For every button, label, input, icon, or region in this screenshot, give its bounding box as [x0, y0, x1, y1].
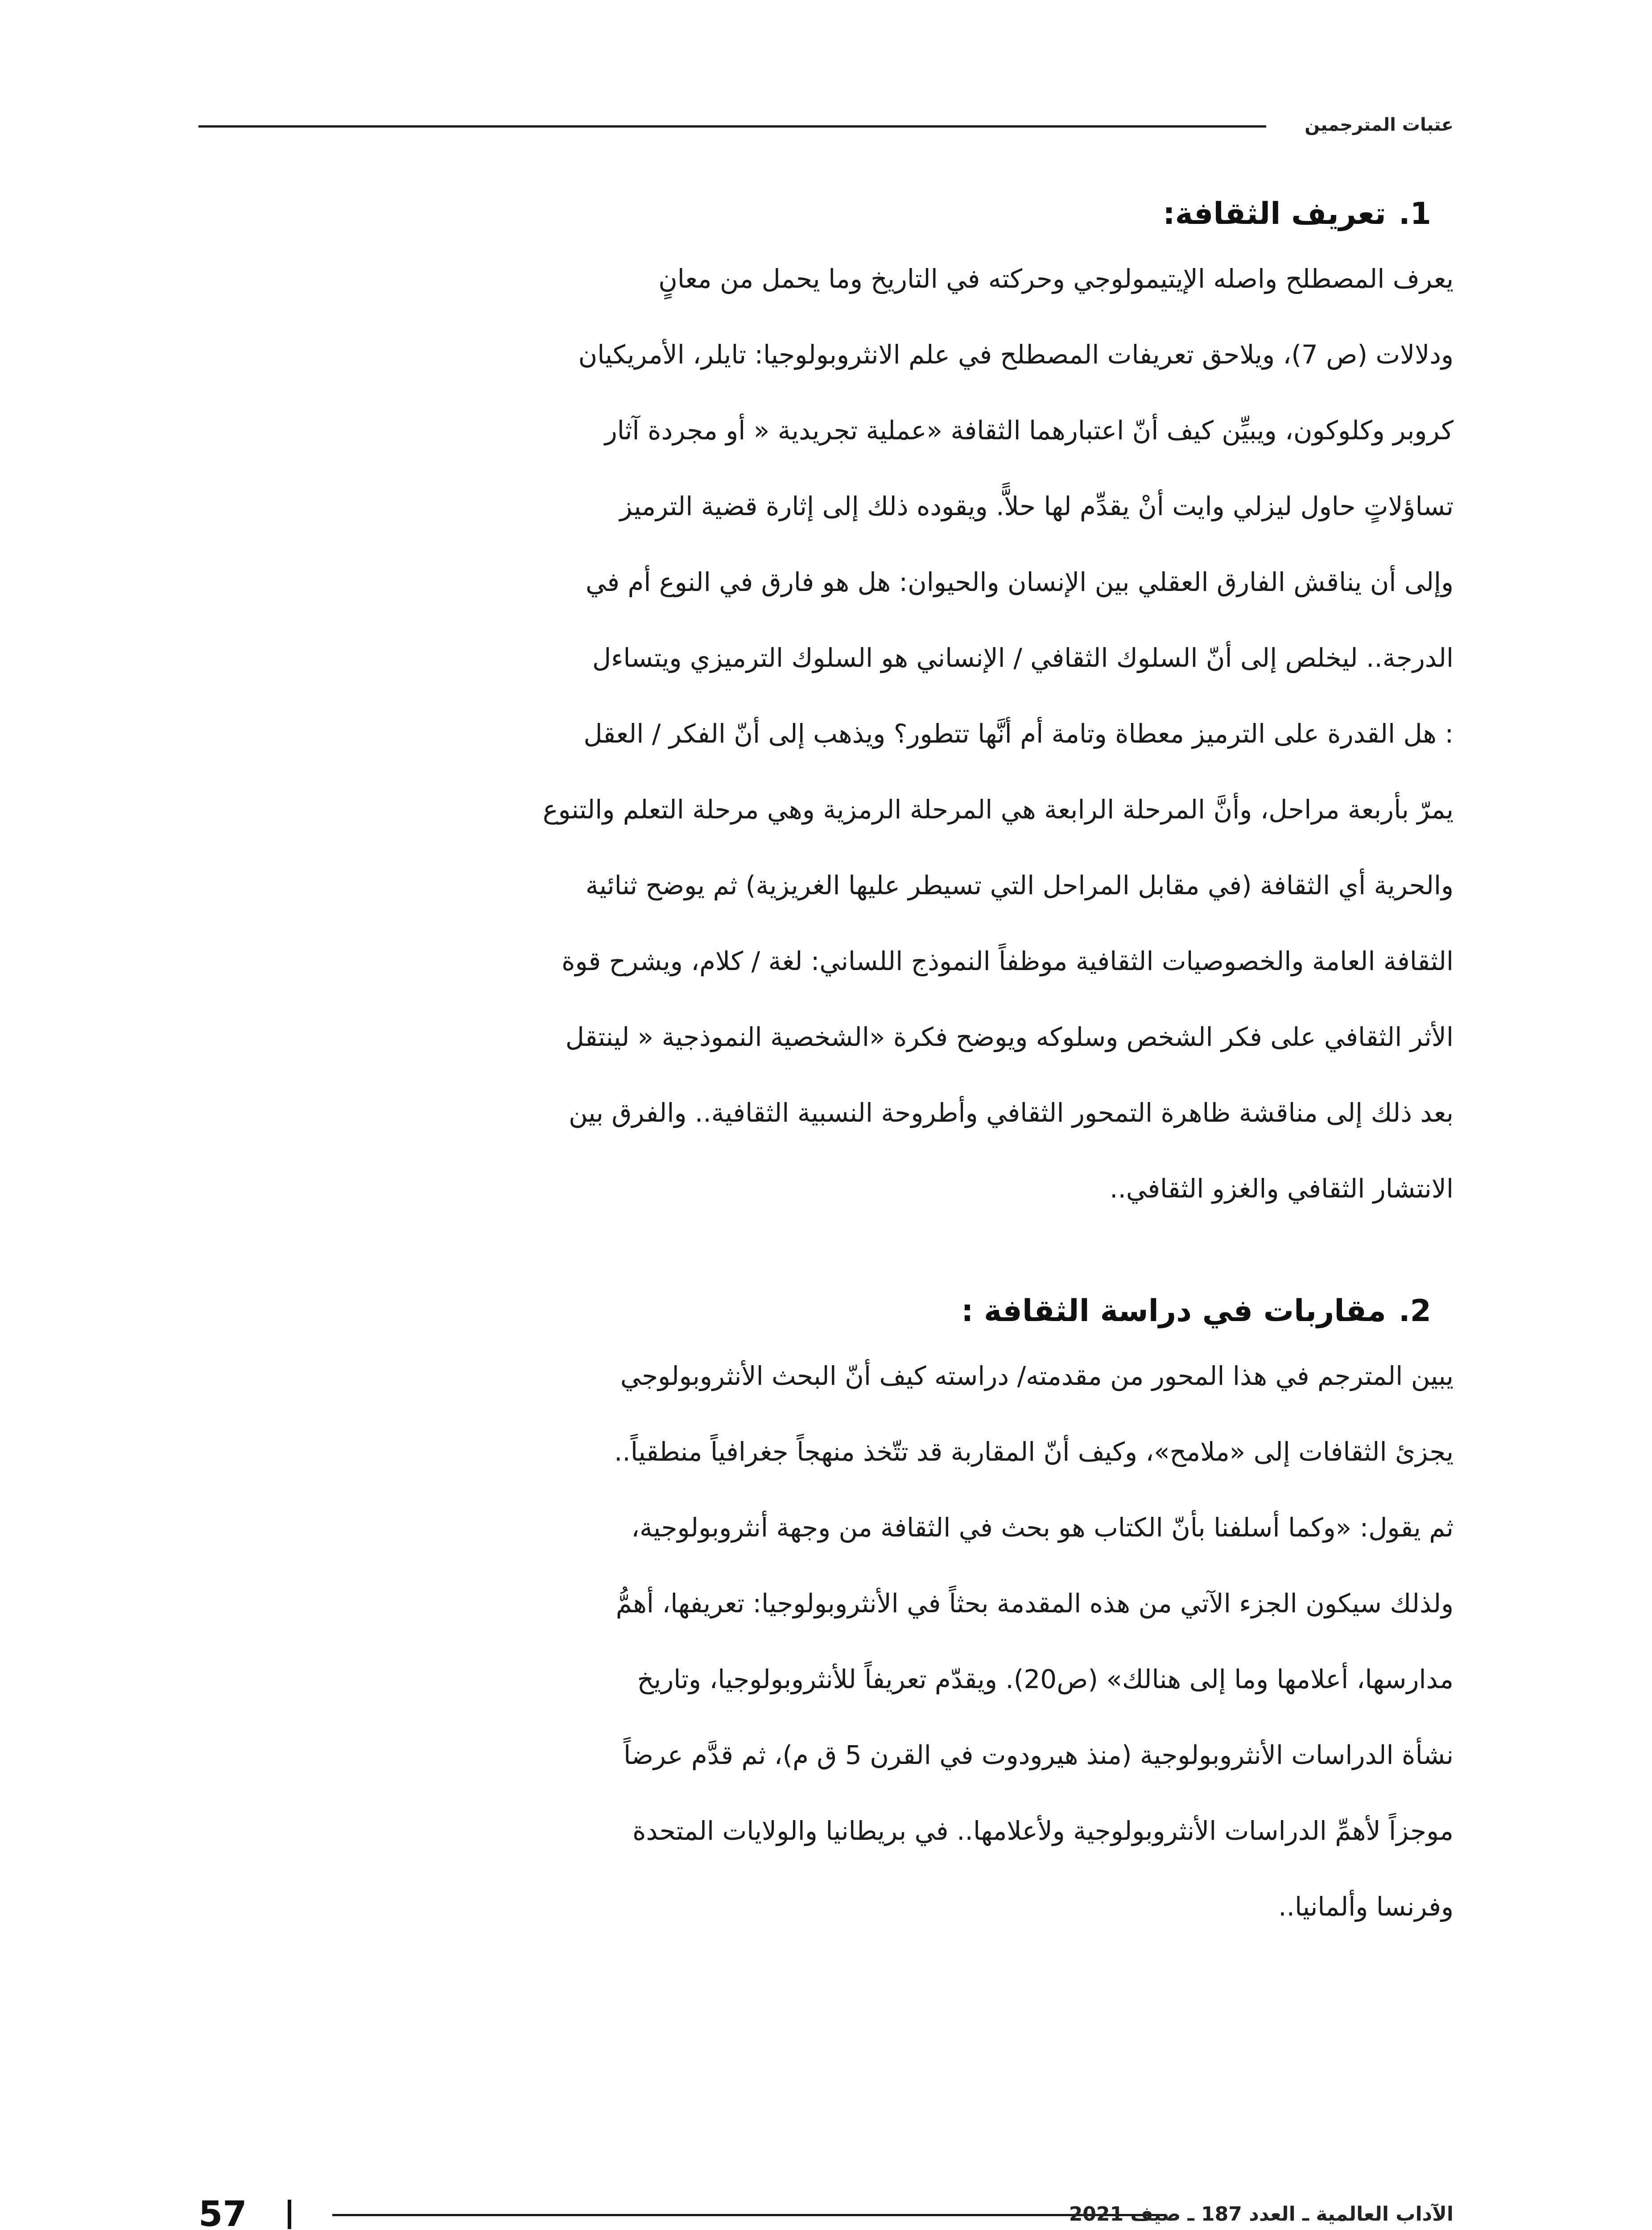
- text-line: مدارسها، أعلامها وما إلى هنالك» (ص20). ويقدّم تعريفاً للأنثروبولوجيا، وتاريخ: [637, 1664, 1454, 1694]
- text-line: ودلالات (ص 7)، ويلاحق تعريفات المصطلح في علم الانثروبولوجيا: تايلر، الأمريكيان: [578, 339, 1454, 370]
- section-heading: [198, 1284, 1454, 1338]
- text-line: الثقافة العامة والخصوصيات الثقافية موظفاً النموذج اللساني: لغة / كلام، ويشرح قوة: [562, 946, 1454, 976]
- footer-rule: [332, 2214, 1166, 2216]
- text-line: الانتشار الثقافي والغزو الثقافي..: [1110, 1173, 1454, 1204]
- text-line: الأثر الثقافي على فكر الشخص وسلوكه ويوضح فكرة «الشخصية النموذجية « لينتقل: [565, 1022, 1454, 1052]
- section-number: 1.: [1398, 196, 1431, 231]
- page-number-separator: [288, 2200, 291, 2229]
- section-heading: [198, 187, 1454, 241]
- text-line: موجزاً لأهمِّ الدراسات الأنثروبولوجية ولأعلامها.. في بريطانيا والولايات المتحدة: [632, 1816, 1454, 1846]
- text-line: تساؤلاتٍ حاول ليزلي وايت أنْ يقدِّم لها حلاًّ. ويقوده ذلك إلى إثارة قضية الترميز: [620, 491, 1454, 521]
- text-line: يعرف المصطلح واصله الإيتيمولوجي وحركته في التاريخ وما يحمل من معانٍ: [658, 264, 1454, 294]
- running-title: عتبات المترجمين: [1305, 115, 1454, 135]
- text-line: نشأة الدراسات الأنثروبولوجية (منذ هيرودوت في القرن 5 ق م)، ثم قدَّم عرضاً: [624, 1740, 1454, 1770]
- paragraph: [198, 1338, 1454, 1945]
- text-line: : هل القدرة على الترميز معطاة وتامة أم أنَّها تتطور؟ ويذهب إلى أنّ الفكر / العقل: [583, 719, 1454, 749]
- page-footer: [198, 2194, 1454, 2230]
- section-definition-of-culture: [198, 187, 1454, 1226]
- text-line: بعد ذلك إلى مناقشة ظاهرة التمحور الثقافي وأطروحة النسبية الثقافية.. والفرق بين: [569, 1098, 1454, 1128]
- paragraph: [198, 241, 1454, 1226]
- journal-issue-info: الآداب العالمية ـ العدد 187 ـ صيف 2021: [1069, 2203, 1454, 2226]
- text-line: والحرية أي الثقافة (في مقابل المراحل التي تسيطر عليها الغريزية) ثم يوضح ثنائية: [585, 870, 1454, 900]
- text-line: يبين المترجم في هذا المحور من مقدمته/ دراسته كيف أنّ البحث الأنثروبولوجي: [620, 1361, 1454, 1391]
- section-approaches-to-culture: [198, 1284, 1454, 1945]
- page-number: 57: [198, 2194, 247, 2230]
- text-line: وإلى أن يناقش الفارق العقلي بين الإنسان والحيوان: هل هو فارق في النوع أم في: [586, 567, 1454, 597]
- text-line: وفرنسا وألمانيا..: [1278, 1891, 1454, 1922]
- text-line: كروبر وكلوكون، ويبيِّن كيف أنّ اعتبارهما الثقافة «عملية تجريدية « أو مجردة آثار: [604, 415, 1454, 446]
- text-line: يمرّ بأربعة مراحل، وأنَّ المرحلة الرابعة هي المرحلة الرمزية وهي مرحلة التعلم والتنوع: [542, 794, 1454, 825]
- text-line: ثم يقول: «وكما أسلفنا بأنّ الكتاب هو بحث في الثقافة من وجهة أنثروبولوجية،: [631, 1512, 1454, 1543]
- page-body: [198, 187, 1454, 1945]
- text-line: يجزئ الثقافات إلى «ملامح»، وكيف أنّ المقاربة قد تتّخذ منهجاً جغرافياً منطقياً..: [614, 1437, 1454, 1467]
- page-header: [198, 112, 1454, 138]
- text-line: ولذلك سيكون الجزء الآتي من هذه المقدمة بحثاً في الأنثروبولوجيا: تعريفها، أهمُّ: [615, 1588, 1454, 1619]
- section-title: مقاربات في دراسة الثقافة :: [961, 1293, 1386, 1329]
- section-title: تعريف الثقافة:: [1163, 196, 1386, 231]
- header-rule: [198, 125, 1266, 128]
- section-number: 2.: [1398, 1293, 1431, 1329]
- text-line: الدرجة.. ليخلص إلى أنّ السلوك الثقافي / الإنساني هو السلوك الترميزي ويتساءل: [592, 643, 1454, 673]
